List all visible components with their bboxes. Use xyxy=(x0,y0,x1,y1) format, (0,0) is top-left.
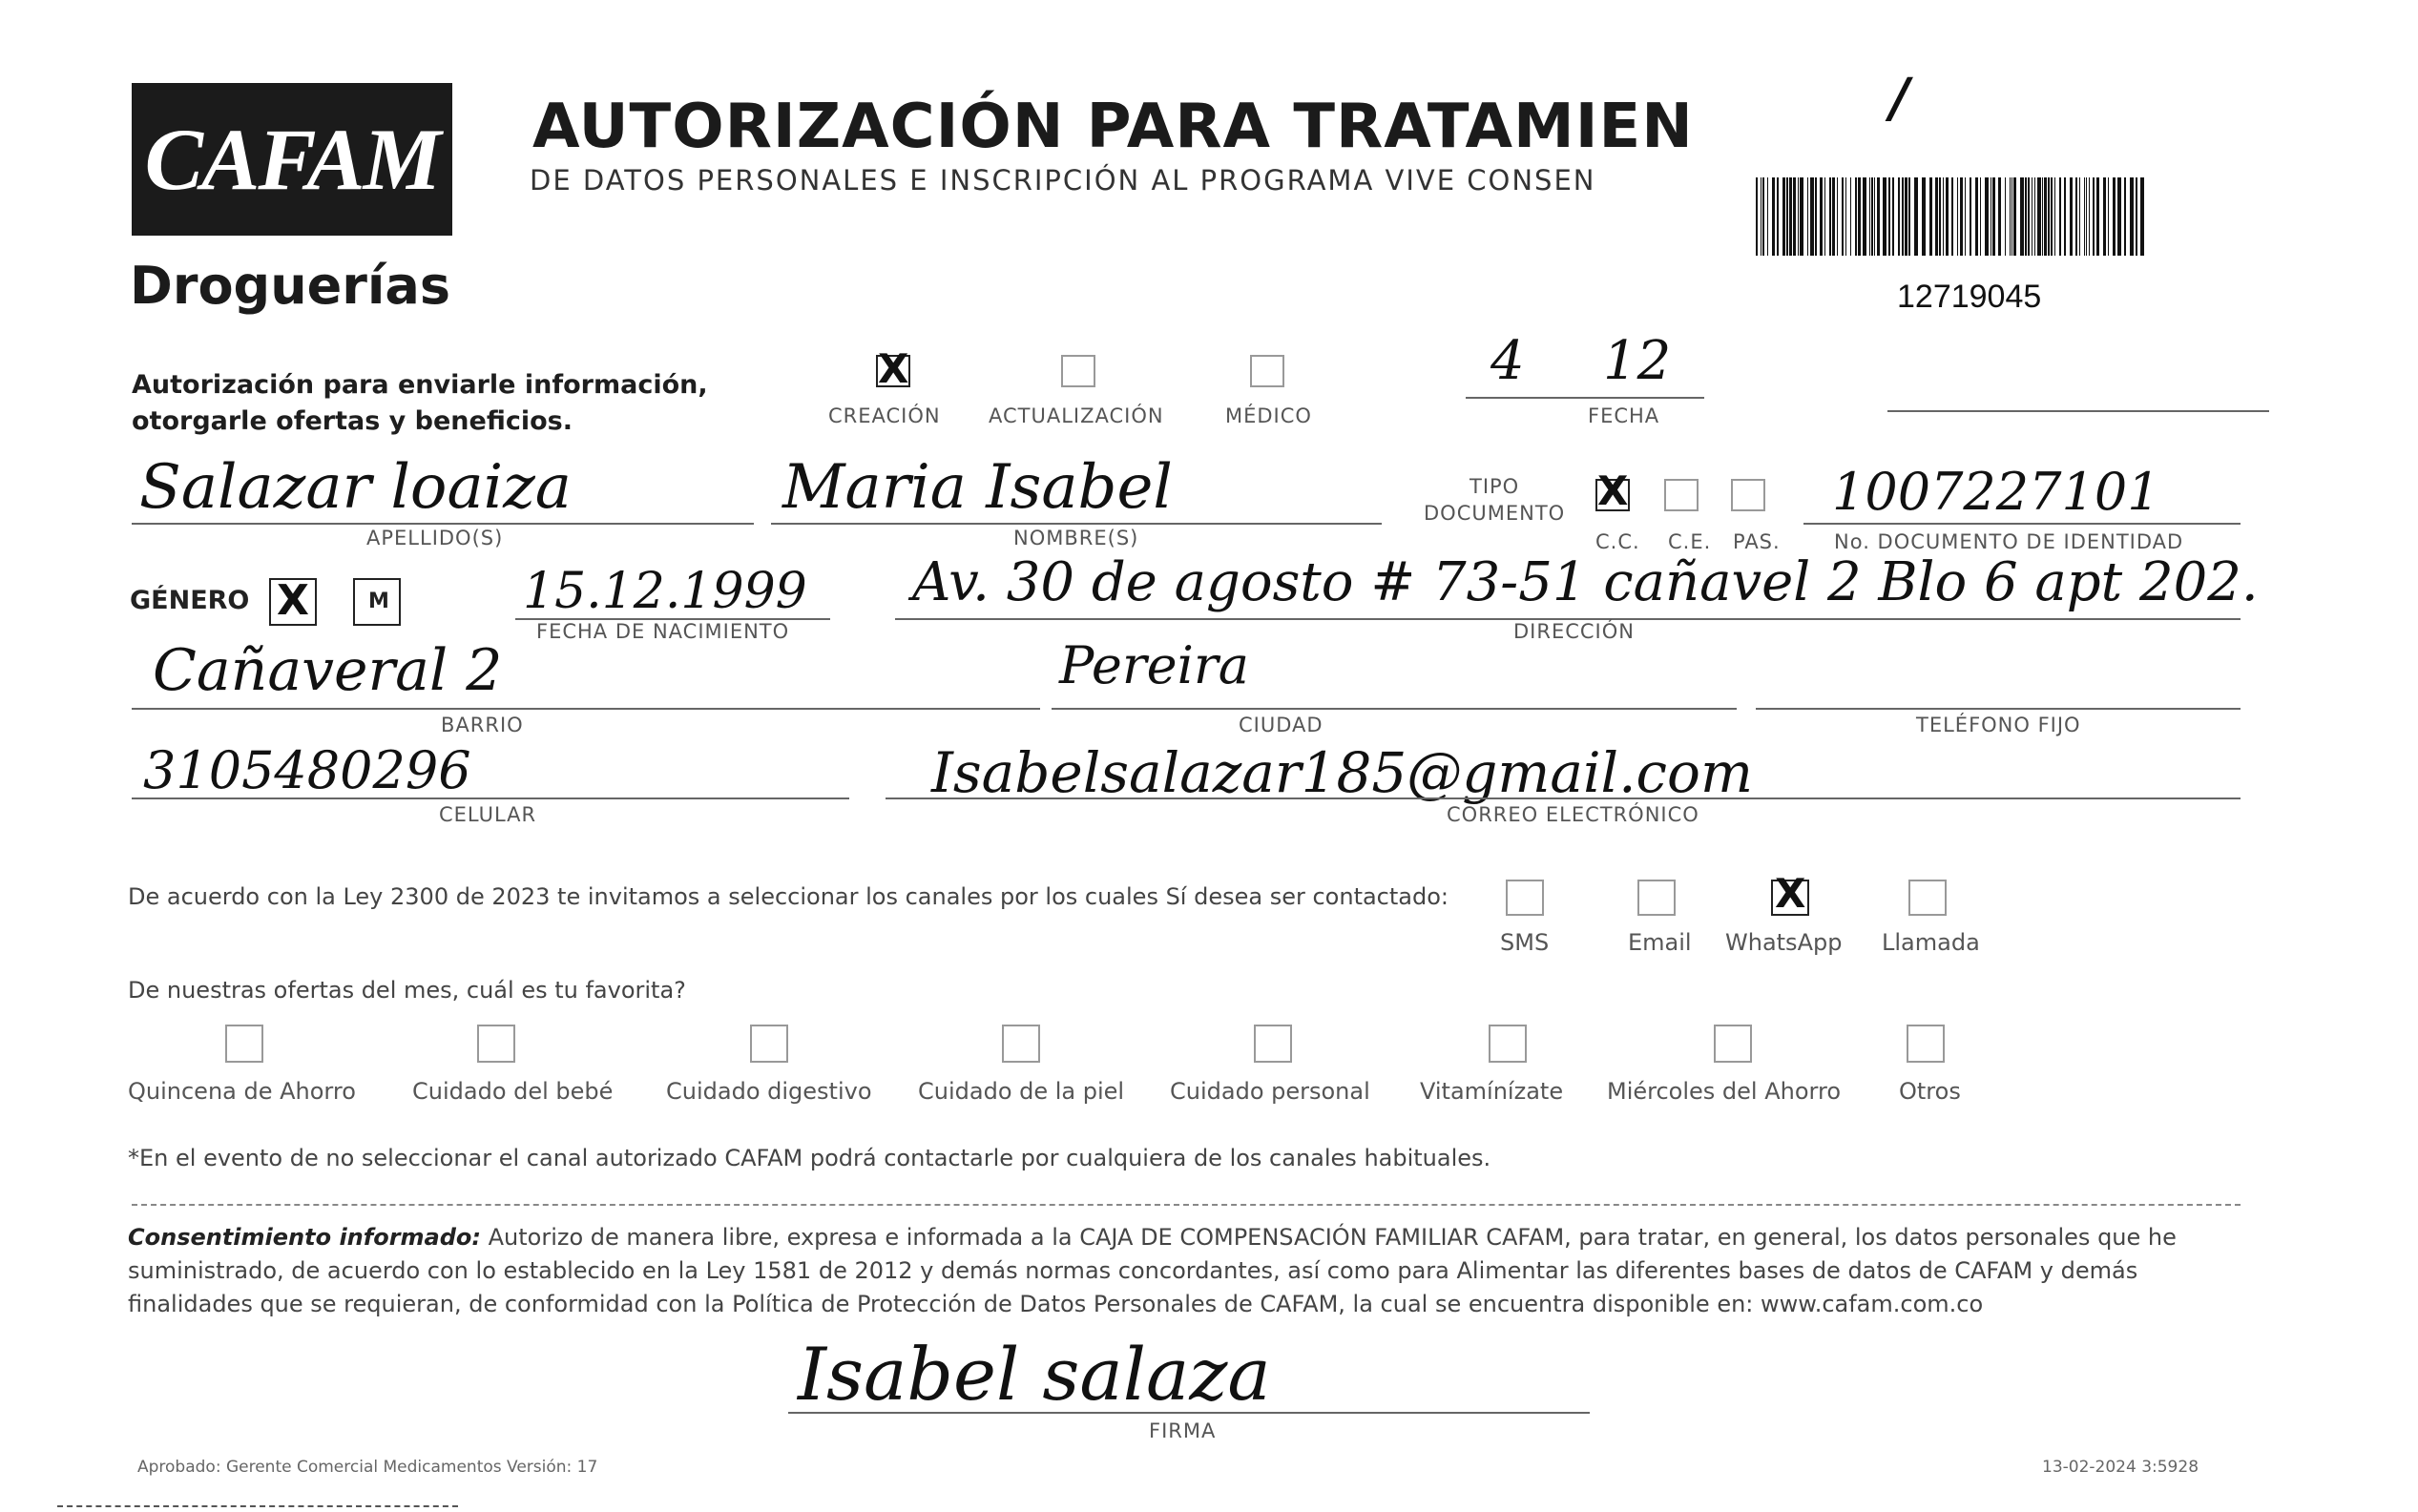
bottom-edge-line xyxy=(57,1505,458,1507)
offer-quincena-label: Quincena de Ahorro xyxy=(128,1078,356,1105)
offer-otros-checkbox[interactable] xyxy=(1907,1025,1945,1063)
form-title: AUTORIZACIÓN PARA TRATAMIEN xyxy=(532,92,1694,162)
email-line xyxy=(886,797,2241,799)
fecha-day: 4 xyxy=(1490,330,1525,392)
extra-line xyxy=(1887,410,2269,412)
consent-heading: Consentimiento informado: xyxy=(128,1224,481,1251)
offer-vitaminizate-label: Vitamínízate xyxy=(1420,1078,1564,1105)
apellidos-value[interactable]: Salazar loaiza xyxy=(139,452,572,523)
corner-mark: / xyxy=(1889,67,1909,130)
channels-question: De acuerdo con la Ley 2300 de 2023 te invitamos a seleccionar los canales por los cuales Sí desea ser contactado: xyxy=(128,883,1449,910)
channel-sms-checkbox[interactable] xyxy=(1506,880,1544,916)
ce-label: C.E. xyxy=(1668,530,1712,553)
celular-line xyxy=(132,797,849,799)
channel-note: *En el evento de no seleccionar el canal autorizado CAFAM podrá contactarle por cualquiera de los canales habituales. xyxy=(128,1145,1491,1171)
apellidos-label: APELLIDO(S) xyxy=(366,527,504,549)
doc-number-label: No. DOCUMENTO DE IDENTIDAD xyxy=(1834,530,2184,553)
form-subtitle: DE DATOS PERSONALES E INSCRIPCIÓN AL PROGRAMA VIVE CONSEN xyxy=(530,164,1596,197)
intro-text xyxy=(132,367,708,440)
creacion-check-mark: X xyxy=(878,345,909,392)
ciudad-value[interactable]: Pereira xyxy=(1059,635,1249,695)
doc-number-value[interactable]: 1007227101 xyxy=(1832,462,2160,522)
address-label: DIRECCIÓN xyxy=(1513,620,1635,643)
ciudad-label: CIUDAD xyxy=(1239,714,1324,736)
email-value[interactable]: Isabelsalazar185@gmail.com xyxy=(931,740,1753,805)
pas-checkbox[interactable] xyxy=(1731,479,1765,511)
signature-line xyxy=(788,1412,1590,1414)
logo-text: CAFAM xyxy=(144,111,440,208)
fecha-label: FECHA xyxy=(1588,404,1660,427)
offer-digestivo-checkbox[interactable] xyxy=(750,1025,788,1063)
consent-paragraph xyxy=(128,1221,2265,1321)
signature-label: FIRMA xyxy=(1149,1419,1217,1442)
offer-bebe-checkbox[interactable] xyxy=(477,1025,515,1063)
birth-date-label: FECHA DE NACIMIENTO xyxy=(536,620,790,643)
brand-subtitle: Droguerías xyxy=(130,256,450,316)
nombres-label: NOMBRE(S) xyxy=(1013,527,1139,549)
consent-body: Autorizo de manera libre, expresa e informada a la CAJA DE COMPENSACIÓN FAMILIAR CAFAM, para tratar, en general, los datos personales que he suministrado, de acuerdo con lo establecido en la Ley 1581 de 2012 y demás normas concordantes, así como para Alimentar las diferentes bases de datos de CAFAM y demás finalidades que se requieran, de conformidad con la Política de Protección de Datos Personales de CAFAM, la cual se encuentra disponible en: www.cafam.com.co xyxy=(128,1224,2177,1317)
offer-piel-checkbox[interactable] xyxy=(1002,1025,1040,1063)
medico-label: MÉDICO xyxy=(1225,404,1312,427)
channel-email-label: Email xyxy=(1628,929,1692,956)
footer-date: 13-02-2024 3:5928 xyxy=(2042,1458,2199,1477)
offer-miercoles-checkbox[interactable] xyxy=(1714,1025,1752,1063)
email-label: CORREO ELECTRÓNICO xyxy=(1447,803,1699,826)
offer-digestivo-label: Cuidado digestivo xyxy=(666,1078,872,1105)
celular-label: CELULAR xyxy=(439,803,537,826)
offer-personal-checkbox[interactable] xyxy=(1254,1025,1292,1063)
offer-piel-label: Cuidado de la piel xyxy=(918,1078,1125,1105)
cc-label: C.C. xyxy=(1595,530,1640,553)
serial-number: 12719045 xyxy=(1897,279,2042,315)
birth-date-value[interactable]: 15.12.1999 xyxy=(523,563,807,620)
cafam-logo xyxy=(132,83,452,236)
offer-quincena-checkbox[interactable] xyxy=(225,1025,263,1063)
offer-miercoles-label: Miércoles del Ahorro xyxy=(1607,1078,1842,1105)
apellidos-line xyxy=(132,523,754,525)
address-value[interactable]: Av. 30 de agosto # 73-51 cañavel 2 Blo 6 apt 202. xyxy=(912,551,2259,613)
footer-approval: Aprobado: Gerente Comercial Medicamentos Versión: 17 xyxy=(137,1458,598,1477)
tipo-label-1: TIPO xyxy=(1470,475,1520,498)
separator-line xyxy=(132,1204,2241,1206)
offer-bebe-label: Cuidado del bebé xyxy=(412,1078,614,1105)
telefono-label: TELÉFONO FIJO xyxy=(1916,714,2081,736)
cc-check-mark: X xyxy=(1597,467,1629,514)
barrio-value[interactable]: Cañaveral 2 xyxy=(153,637,503,704)
gender-m-label: M xyxy=(368,590,389,613)
barrio-line xyxy=(132,708,1040,710)
channel-sms-label: SMS xyxy=(1500,929,1550,956)
doc-number-line xyxy=(1803,523,2241,525)
ce-checkbox[interactable] xyxy=(1664,479,1699,511)
offer-otros-label: Otros xyxy=(1899,1078,1961,1105)
gender-f-check-mark: X xyxy=(277,576,309,625)
tipo-label-2: DOCUMENTO xyxy=(1424,502,1566,525)
channel-llamada-checkbox[interactable] xyxy=(1908,880,1947,916)
channel-whatsapp-label: WhatsApp xyxy=(1725,929,1843,956)
medico-checkbox[interactable] xyxy=(1250,355,1284,387)
nombres-line xyxy=(771,523,1382,525)
barrio-label: BARRIO xyxy=(441,714,524,736)
telefono-line xyxy=(1756,708,2241,710)
channel-llamada-label: Llamada xyxy=(1882,929,1980,956)
pas-label: PAS. xyxy=(1733,530,1781,553)
genero-label: GÉNERO xyxy=(130,586,250,615)
barcode xyxy=(1756,177,2145,256)
fecha-month: 12 xyxy=(1603,330,1672,392)
intro-line-1: Autorización para enviarle información, xyxy=(132,370,708,400)
ciudad-line xyxy=(1052,708,1737,710)
offer-personal-label: Cuidado personal xyxy=(1170,1078,1370,1105)
celular-value[interactable]: 3105480296 xyxy=(143,740,471,800)
offers-question: De nuestras ofertas del mes, cuál es tu favorita? xyxy=(128,977,686,1004)
signature-value[interactable]: Isabel salaza xyxy=(798,1332,1271,1417)
actualizacion-label: ACTUALIZACIÓN xyxy=(989,404,1164,427)
channel-whatsapp-check-mark: X xyxy=(1775,870,1806,917)
actualizacion-checkbox[interactable] xyxy=(1061,355,1095,387)
offer-vitaminizate-checkbox[interactable] xyxy=(1489,1025,1527,1063)
nombres-value[interactable]: Maria Isabel xyxy=(782,452,1173,523)
channel-email-checkbox[interactable] xyxy=(1637,880,1676,916)
fecha-line xyxy=(1466,397,1704,399)
intro-line-2: otorgarle ofertas y beneficios. xyxy=(132,406,573,436)
creacion-label: CREACIÓN xyxy=(828,404,941,427)
